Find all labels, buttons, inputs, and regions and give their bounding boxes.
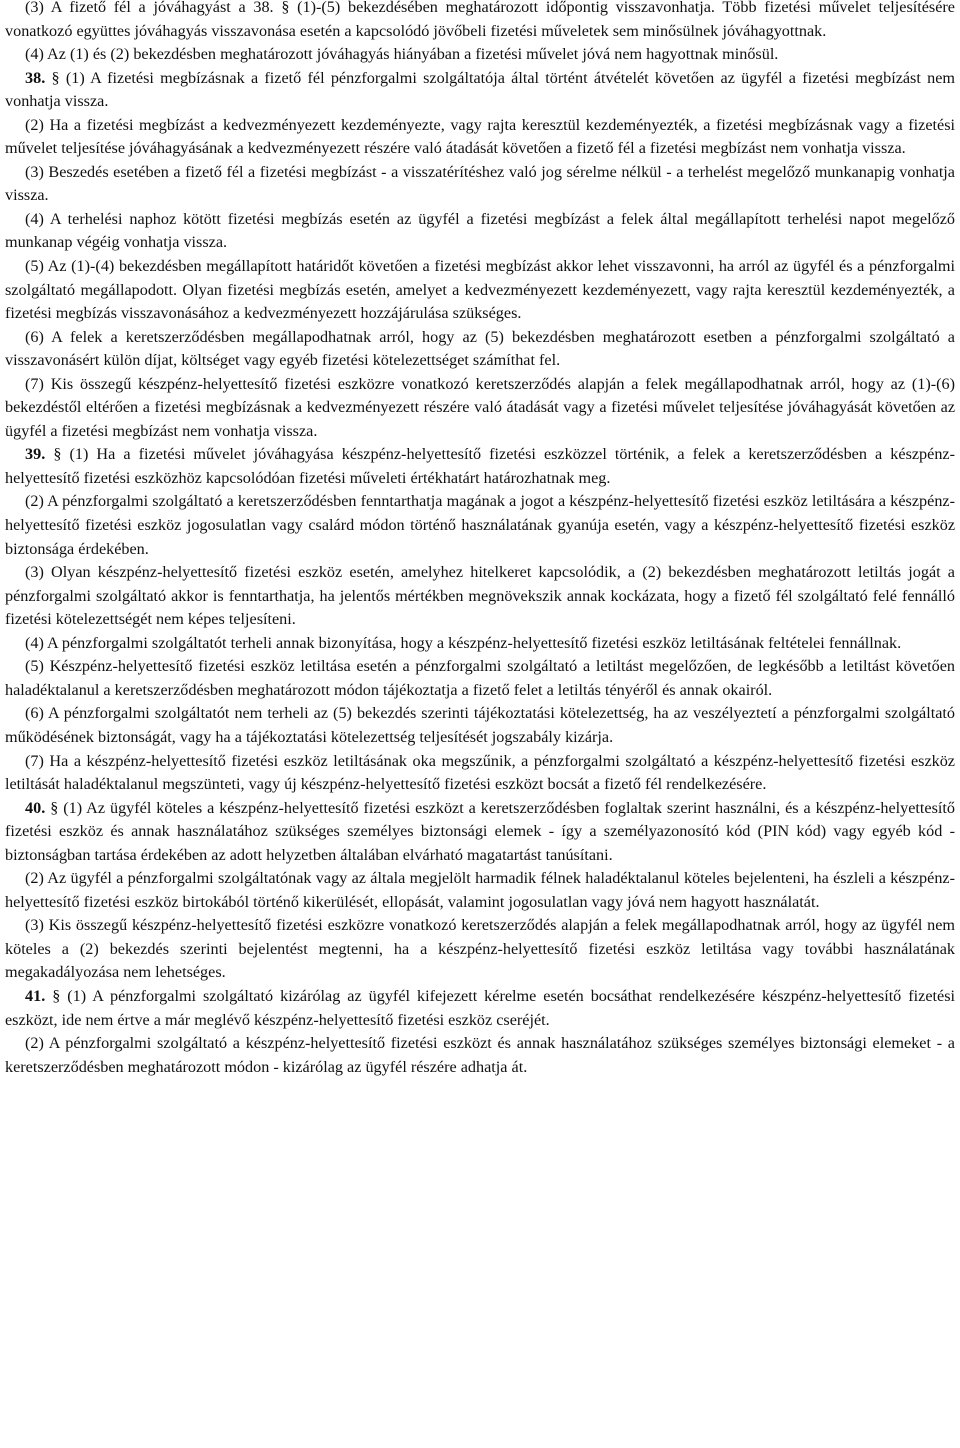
paragraph-p39-5 bbox=[5, 655, 955, 702]
paragraph-text: (3) A fizető fél a jóváhagyást a 38. § (1)-(5) bekezdésében meghatározott időpontig visszavonhatja. Több fizetési művelet teljesítésére vonatkozó együttes jóváhagyás visszavonása esetén a kapcsolódó jövőbeli fizetési műveletek sem minősülnek jóváhagyottnak. bbox=[5, 0, 955, 40]
paragraph-text: (3) Kis összegű készpénz-helyettesítő fizetési eszközre vonatkozó keretszerződés alapján a felek megállapodhatnak arról, hogy az ügyfél nem köteles a (2) bekezdés szerinti bejelentést megtenni, ha a készpénz-helyettesítő fizetési eszköz letiltása vagy további használatának megakadályozása nem lehetséges. bbox=[5, 916, 955, 982]
paragraph-p38-2 bbox=[5, 114, 955, 161]
paragraph-p41-2 bbox=[5, 1032, 955, 1079]
paragraph-text: (2) A pénzforgalmi szolgáltató a készpénz-helyettesítő fizetési eszközt és annak használatához szükséges személyes biztonsági elemeket - a keretszerződésben meghatározott módon - kizárólag az ügyfél részére adhatja át. bbox=[5, 1034, 955, 1076]
paragraph-text: (2) A pénzforgalmi szolgáltató a keretszerződésben fenntarthatja magának a jogot a készpénz-helyettesítő fizetési eszköz letiltására a készpénz-helyettesítő fizetési eszköz jogosulatlan vagy csalárd módon történő használatának gyanúja esetén, vagy a készpénz-helyettesítő fizetési eszköz biztonsága érdekében. bbox=[5, 492, 955, 558]
paragraph-text: (2) Az ügyfél a pénzforgalmi szolgáltatónak vagy az általa megjelölt harmadik félnek haladéktalanul köteles bejelenteni, ha észleli a készpénz-helyettesítő fizetési eszköz birtokából történő kikerülését, ellopását, valamint jogosulatlan vagy jóvá nem hagyott használatát. bbox=[5, 869, 955, 911]
paragraph-p39-1 bbox=[5, 443, 955, 490]
section-number: 39. bbox=[25, 445, 46, 464]
section-number: 41. bbox=[25, 986, 46, 1005]
section-number: 40. bbox=[25, 798, 46, 817]
paragraph-text: (3) Beszedés esetében a fizető fél a fizetési megbízást - a visszatérítéshez való jog sérelme nélkül - a terhelést megelőző munkanapig vonhatja vissza. bbox=[5, 162, 955, 205]
paragraph-text: (4) Az (1) és (2) bekezdésben meghatározott jóváhagyás hiányában a fizetési művelet jóvá nem hagyottnak minősül. bbox=[25, 45, 779, 64]
paragraph-text: § (1) Az ügyfél köteles a készpénz-helyettesítő fizetési eszközt a keretszerződésben foglaltak szerint használni, és a készpénz-helyettesítő fizetési eszköz és annak használatához szükséges személyes biztonsági elemek - így a személyazonosító kód (PIN kód) vagy egyéb kód - biztonságban tartása érdekében az adott helyzetben általában elvárható magatartást tanúsítani. bbox=[5, 798, 955, 864]
paragraph-p39-2 bbox=[5, 490, 955, 561]
section-number: 38. bbox=[25, 68, 46, 87]
paragraph-p39-4 bbox=[5, 632, 955, 656]
paragraph-p38-6 bbox=[5, 326, 955, 373]
paragraph-text: (6) A pénzforgalmi szolgáltatót nem terheli az (5) bekezdés szerinti tájékoztatási kötelezettség, ha az veszélyeztetí a pénzforgalmi szolgáltató működésének biztonságát, vagy ha a tájékoztatási kötelezettség teljesítését jogszabály kizárja. bbox=[5, 704, 955, 746]
paragraph-p38-7 bbox=[5, 373, 955, 444]
paragraph-text: § (1) Ha a fizetési művelet jóváhagyása készpénz-helyettesítő fizetési eszközzel történik, a felek a keretszerződésben a készpénz-helyettesítő fizetési eszközhöz kapcsolódóan fizetési műveleti értékhatárt határozhatnak meg. bbox=[5, 445, 956, 487]
paragraph-text: (2) Ha a fizetési megbízást a kedvezményezett kezdeményezte, vagy rajta keresztül kezdeményezték, a fizetési megbízásnak vagy a fizetési művelet teljesítése jóváhagyásának a kedvezményezett részére való átadását követően a fizető fél a fizetési megbízást nem vonhatja vissza. bbox=[5, 115, 955, 158]
paragraph-text: (4) A terhelési naphoz kötött fizetési megbízás esetén az ügyfél a fizetési megbízást a felek által megállapított terhelési napot megelőző munkanap végéig vonhatja vissza. bbox=[5, 209, 955, 252]
paragraph-p38-4 bbox=[5, 208, 955, 255]
paragraph-p40-3 bbox=[5, 914, 955, 985]
paragraph-p37-4 bbox=[5, 43, 955, 67]
paragraph-p39-6 bbox=[5, 702, 955, 749]
paragraph-p38-5 bbox=[5, 255, 955, 326]
paragraph-text: (7) Kis összegű készpénz-helyettesítő fizetési eszközre vonatkozó keretszerződés alapján a felek megállapodhatnak arról, hogy az (1)-(6) bekezdéstől eltérően a fizetési megbízásnak a kedvezményezett részére való átadását vagy a fizetési művelet teljesítése jóváhagyását követően az ügyfél a fizetési megbízást nem vonhatja vissza. bbox=[5, 374, 955, 440]
paragraph-text: (7) Ha a készpénz-helyettesítő fizetési eszköz letiltásának oka megszűnik, a pénzforgalmi szolgáltató a készpénz-helyettesítő fizetési eszköz letiltását haladéktalanul megszünteti, vagy új készpénz-helyettesítő fizetési eszközt bocsát a fizető fél rendelkezésére. bbox=[5, 751, 955, 794]
paragraph-p37-3 bbox=[5, 0, 955, 43]
document-page bbox=[5, 0, 955, 1079]
paragraph-p39-7 bbox=[5, 750, 955, 797]
paragraph-text: (5) Készpénz-helyettesítő fizetési eszköz letiltása esetén a pénzforgalmi szolgáltató a letiltást megelőzően, de legkésőbb a letiltást követően haladéktalanul a keretszerződésben meghatározott módon tájékoztatja a fizető felet a letiltás tényéről és annak okairól. bbox=[5, 657, 955, 699]
paragraph-p41-1 bbox=[5, 985, 955, 1032]
paragraph-text: (3) Olyan készpénz-helyettesítő fizetési eszköz esetén, amelyhez hitelkeret kapcsolódik, a (2) bekezdésben meghatározott letiltás jogát a pénzforgalmi szolgáltató akkor is fenntarthatja, ha jelentős mértékben megnövekszik annak kockázata, hogy a fizető fél szolgáltató felé fennálló fizetési kötelezettségét nem képes teljesíteni. bbox=[5, 563, 955, 629]
paragraph-p39-3 bbox=[5, 561, 955, 632]
paragraph-text: (4) A pénzforgalmi szolgáltatót terheli annak bizonyítása, hogy a készpénz-helyettesítő fizetési eszköz letiltásának feltételei fennállnak. bbox=[25, 633, 902, 652]
paragraph-p40-1 bbox=[5, 797, 955, 868]
paragraph-p38-1 bbox=[5, 67, 955, 114]
paragraph-text: (5) Az (1)-(4) bekezdésben megállapított határidőt követően a fizetési megbízást akkor lehet visszavonni, ha arról az ügyfél és a pénzforgalmi szolgáltató megállapodott. Olyan fizetési megbízás esetén, amelyet a kedvezményezett kezdeményezett, vagy rajta keresztül kezdeményezték, a fizetési megbízás visszavonásához a kedvezményezett hozzájárulása szükséges. bbox=[5, 257, 955, 323]
paragraph-text: § (1) A pénzforgalmi szolgáltató kizárólag az ügyfél kifejezett kérelme esetén bocsáthat rendelkezésére készpénz-helyettesítő fizetési eszközt, ide nem értve a már meglévő készpénz-helyettesítő fizetési eszköz cseréjét. bbox=[5, 986, 955, 1029]
paragraph-p38-3 bbox=[5, 161, 955, 208]
paragraph-p40-2 bbox=[5, 867, 955, 914]
paragraph-text: § (1) A fizetési megbízásnak a fizető fél pénzforgalmi szolgáltatója által történt átvételét követően az ügyfél a fizetési megbízást nem vonhatja vissza. bbox=[5, 68, 955, 111]
paragraph-text: (6) A felek a keretszerződésben megállapodhatnak arról, hogy az (5) bekezdésben meghatározott esetben a pénzforgalmi szolgáltató a visszavonásért külön díjat, költséget vagy egyéb fizetési kötelezettséget számíthat fel. bbox=[5, 327, 955, 370]
